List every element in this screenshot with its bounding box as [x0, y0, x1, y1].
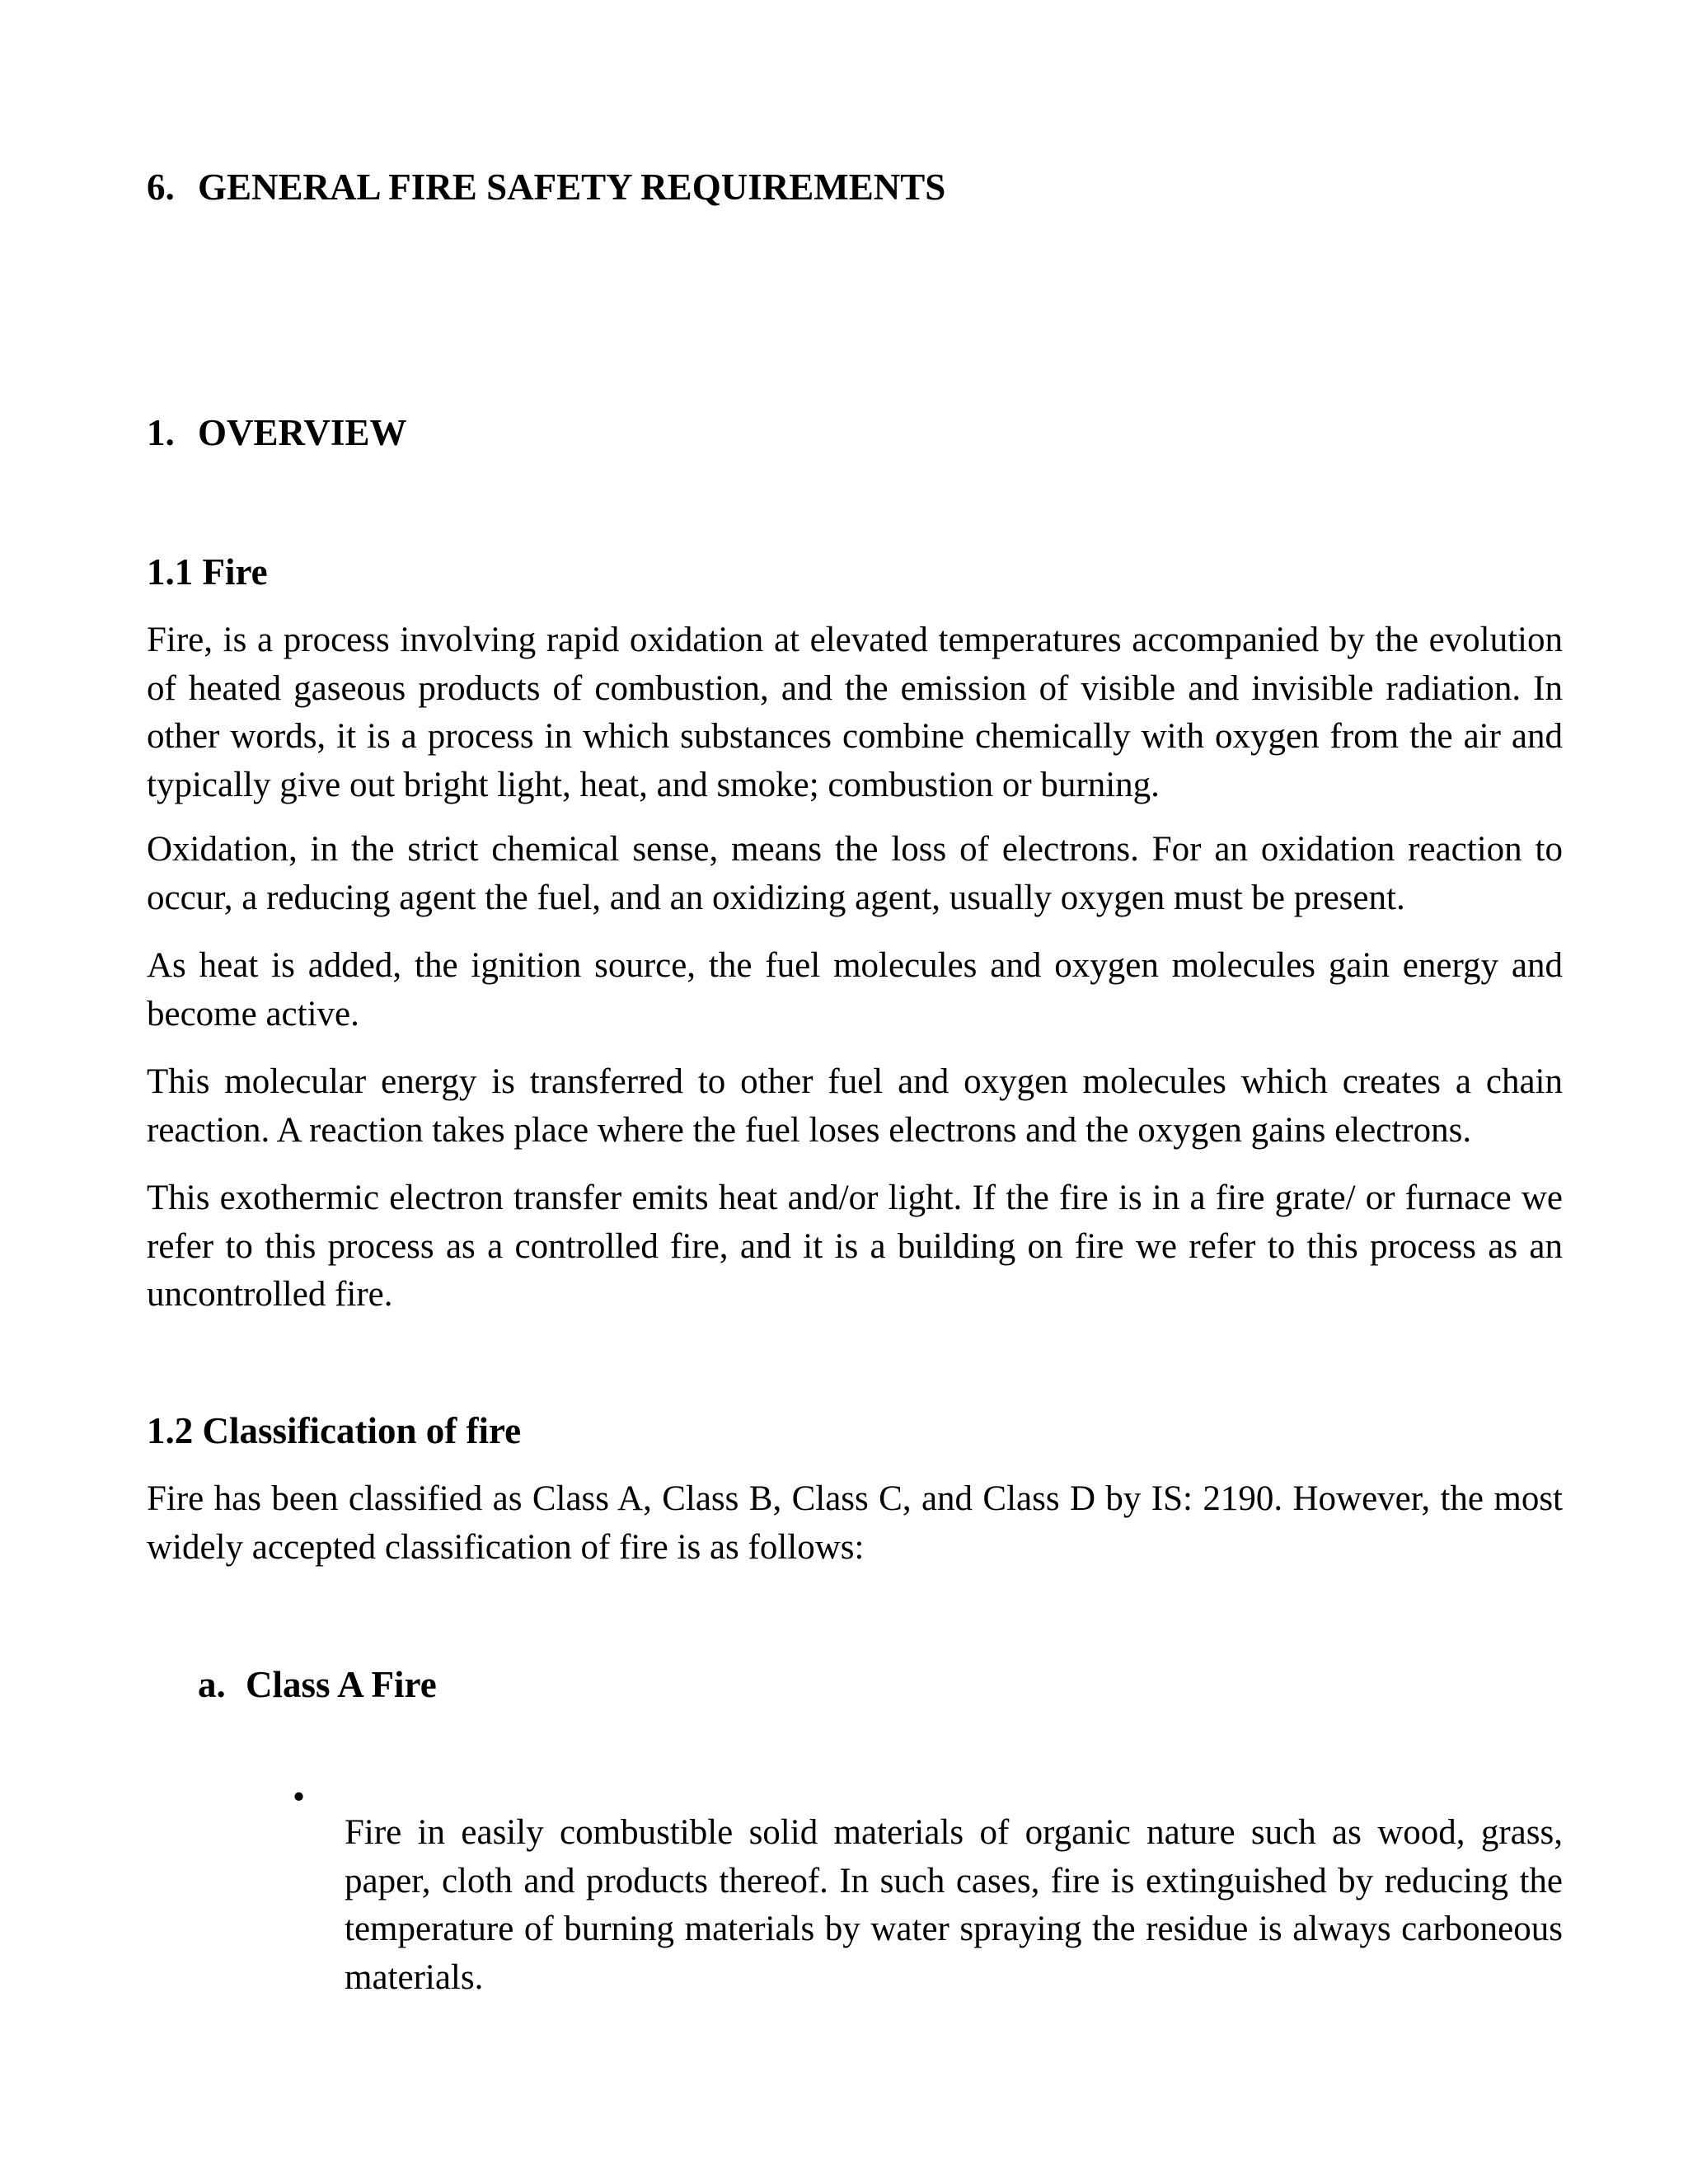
chapter-title: GENERAL FIRE SAFETY REQUIREMENTS — [198, 166, 946, 208]
class-a-heading — [198, 1661, 437, 1708]
subsection-heading-fire — [147, 549, 1563, 595]
class-a-letter: a. — [198, 1664, 226, 1705]
subsection-heading-classification — [147, 1408, 1563, 1454]
section-heading — [147, 410, 1563, 456]
bullet-icon: • — [293, 1778, 306, 1816]
paragraph-heat-added: As heat is added, the ignition source, the fuel molecules and oxygen molecules gain energy and become active. — [147, 946, 1563, 1033]
paragraph-exothermic: This exothermic electron transfer emits heat and/or light. If the fire is in a fire grate/ or furnace we refer to this process as a controlled fire, and it is a building on fire we refer to this process as an uncontrolled fire. — [147, 1179, 1563, 1314]
chapter-number: 6. — [147, 166, 175, 208]
chapter-heading — [147, 164, 1563, 210]
section-number: 1. — [147, 412, 175, 453]
paragraph-fire-definition: Fire, is a process involving rapid oxidation at elevated temperatures accompanied by the evolution of heated gaseous products of combustion, and the emission of visible and invisible radiation. In other words, it is a process in which substances combine chemically with oxygen from the air and typically give out bright light, heat, and smoke; combustion or burning. — [147, 621, 1563, 804]
subsection-title-fire: 1.1 Fire — [147, 551, 268, 593]
class-a-title: Class A Fire — [246, 1664, 437, 1705]
list-item — [293, 1774, 1563, 2037]
paragraph-oxidation: Oxidation, in the strict chemical sense, means the loss of electrons. For an oxidation reaction to occur, a reducing agent the fuel, and an oxidizing agent, usually oxygen must be present. — [147, 830, 1563, 917]
subsection-title-classification: 1.2 Classification of fire — [147, 1410, 522, 1451]
paragraph-molecular-energy: This molecular energy is transferred to other fuel and oxygen molecules which creates a chain reaction. A reaction takes place where the fuel loses electrons and the oxygen gains electrons. — [147, 1062, 1563, 1150]
class-a-bullet-text: Fire in easily combustible solid materials of organic nature such as wood, grass, paper, cloth and products thereof. In such cases, fire is extinguished by reducing the temperature of burning materials by water spraying the residue is always carboneous materials. — [345, 1813, 1563, 1997]
section-title: OVERVIEW — [198, 412, 407, 453]
paragraph-classification-intro: Fire has been classified as Class A, Class B, Class C, and Class D by IS: 2190. However, the most widely accepted classification of fire is as follows: — [147, 1479, 1563, 1567]
